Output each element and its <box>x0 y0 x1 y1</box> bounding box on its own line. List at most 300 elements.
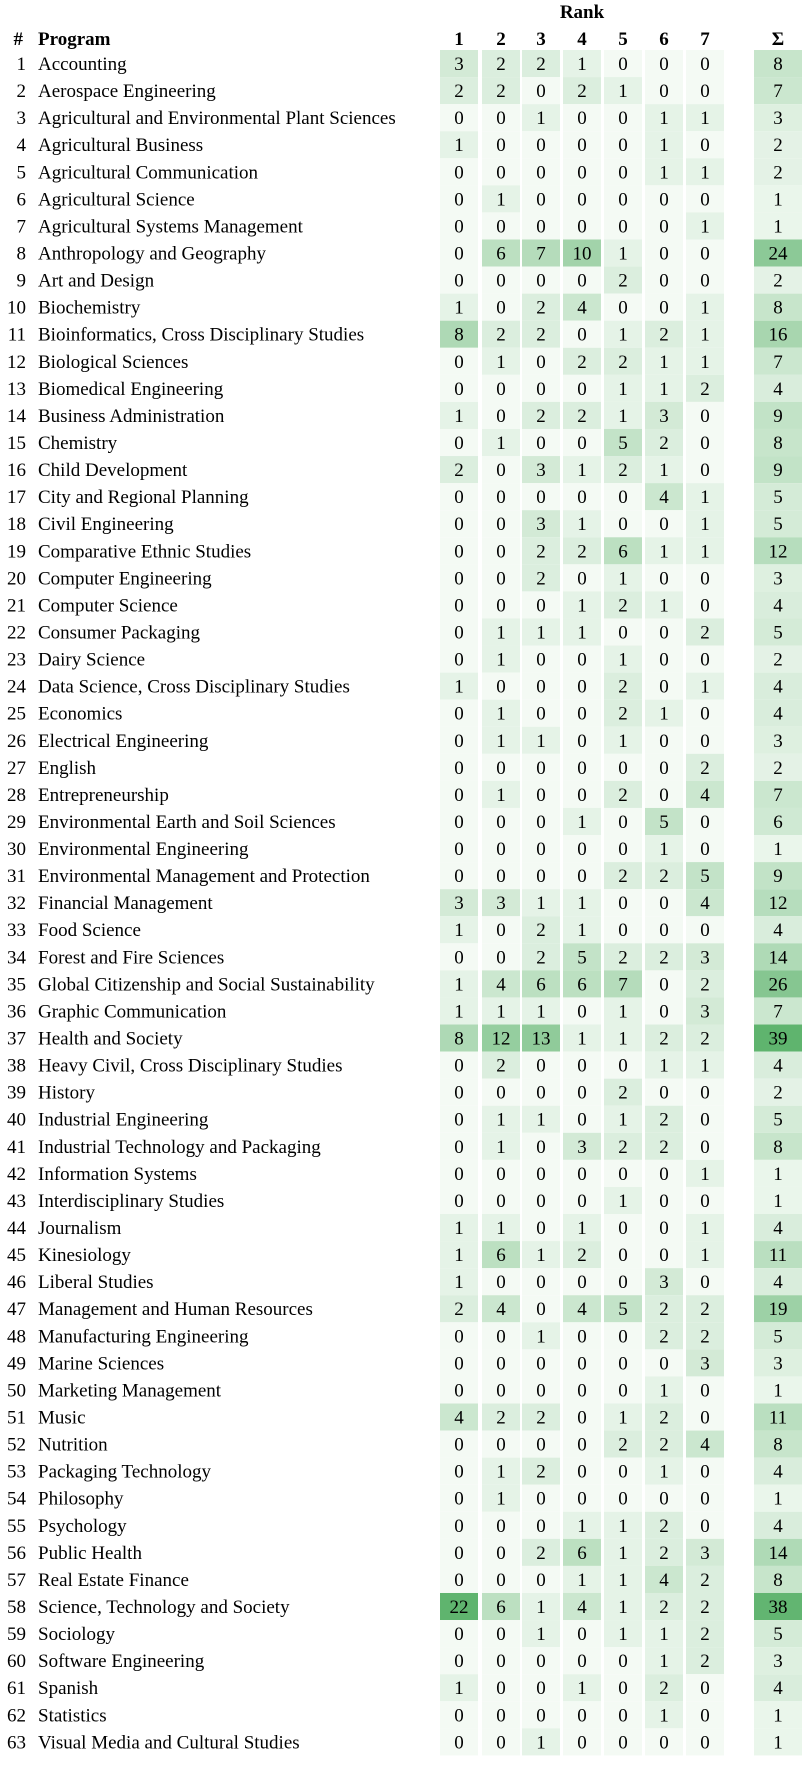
table-header <box>14 2 785 50</box>
rank-cell-value: 0 <box>536 270 546 292</box>
program-name: Software Engineering <box>38 1651 205 1673</box>
row-index: 41 <box>7 1136 26 1158</box>
rank-cell-value: 1 <box>700 1218 710 1240</box>
rank-cell-value: 0 <box>577 1109 587 1131</box>
sum-cell-value: 3 <box>773 730 783 752</box>
rank-cell-value: 1 <box>577 1678 587 1700</box>
rank-cell-value: 8 <box>454 324 464 346</box>
rank-cell-value: 4 <box>577 1299 587 1321</box>
table-row <box>7 1106 802 1133</box>
rank-cell-value: 5 <box>618 432 628 454</box>
sum-cell-value: 11 <box>768 1245 788 1267</box>
row-index: 56 <box>7 1542 26 1564</box>
program-name: Packaging Technology <box>38 1461 211 1483</box>
rank-cell-value: 3 <box>496 893 506 915</box>
rank-cell-value: 2 <box>659 1515 669 1537</box>
table-row <box>7 727 802 754</box>
rank-cell-value: 0 <box>577 839 587 861</box>
rank-cell-value: 0 <box>496 1082 506 1104</box>
rank-cell-value: 0 <box>618 1163 628 1185</box>
sum-cell-value: 3 <box>773 568 783 590</box>
row-index: 37 <box>7 1028 26 1050</box>
rank-cell-value: 0 <box>700 1488 710 1510</box>
rank-cell-value: 0 <box>496 216 506 238</box>
rank-cell-value: 0 <box>536 189 546 211</box>
rank-cell-value: 1 <box>577 54 587 75</box>
row-index: 31 <box>7 866 26 888</box>
rank-cell-value: 0 <box>536 1380 546 1402</box>
program-name: Marketing Management <box>38 1380 222 1402</box>
rank-cell-value: 0 <box>659 1732 669 1754</box>
rank-cell-value: 0 <box>496 1163 506 1185</box>
rank-cell-value: 0 <box>454 1109 464 1131</box>
rank-cell-value: 1 <box>659 135 669 157</box>
rank-cell-value: 0 <box>496 1569 506 1591</box>
rank-cell-value: 0 <box>577 676 587 698</box>
rank-cell-value: 0 <box>496 405 506 427</box>
rank-cell-value: 0 <box>700 1678 710 1700</box>
rank-cell-value: 2 <box>618 351 628 373</box>
row-index: 15 <box>7 432 26 454</box>
rank-cell-value: 0 <box>700 568 710 590</box>
rank-cell-value: 0 <box>536 866 546 888</box>
rank-cell-value: 0 <box>700 1136 710 1158</box>
program-name: Statistics <box>38 1705 107 1727</box>
rank-cell-value: 1 <box>454 405 464 427</box>
row-index: 43 <box>7 1190 26 1212</box>
table-row <box>7 375 802 402</box>
rank-cell-value: 1 <box>577 1218 587 1240</box>
rank-cell-value: 0 <box>454 1569 464 1591</box>
rank-cell-value: 2 <box>577 81 587 103</box>
row-index: 52 <box>7 1434 26 1456</box>
rank-cell-value: 0 <box>536 351 546 373</box>
rank-cell-value: 0 <box>496 1542 506 1564</box>
rank-cell-value: 0 <box>659 243 669 265</box>
rank-cell-value: 3 <box>454 893 464 915</box>
rank-cell-value: 0 <box>454 487 464 509</box>
table-row <box>7 970 802 997</box>
program-name: Visual Media and Cultural Studies <box>38 1732 300 1754</box>
rank-cell-value: 1 <box>496 432 506 454</box>
rank-cell-value: 0 <box>577 1001 587 1023</box>
table-row <box>17 185 803 212</box>
rank-cell-value: 0 <box>577 1488 587 1510</box>
rank-cell-value: 0 <box>536 703 546 725</box>
rank-cell-value: 1 <box>577 811 587 833</box>
rank-cell-value: 0 <box>700 405 710 427</box>
row-index: 2 <box>16 81 26 103</box>
sum-cell-value: 7 <box>773 351 783 373</box>
sum-cell-value: 38 <box>768 1596 788 1618</box>
sum-cell-value: 12 <box>768 893 788 915</box>
rank-cell-value: 0 <box>659 1353 669 1375</box>
rank-cell-value: 0 <box>618 839 628 861</box>
program-column-header: Program <box>38 29 111 50</box>
table-row <box>7 781 802 808</box>
rank-cell-value: 0 <box>577 108 587 130</box>
program-name: Computer Engineering <box>38 568 212 590</box>
rank-cell-value: 2 <box>536 324 546 346</box>
program-name: Environmental Management and Protection <box>38 866 370 888</box>
rank-cell-value: 0 <box>496 1651 506 1673</box>
rank-cell-value: 1 <box>536 1245 546 1267</box>
rank-cell-value: 3 <box>577 1136 587 1158</box>
rank-cell-value: 0 <box>577 730 587 752</box>
program-name: Environmental Earth and Soil Sciences <box>38 811 336 833</box>
sum-cell-value: 39 <box>768 1028 788 1050</box>
rank-cell-value: 0 <box>454 1055 464 1077</box>
rank-cell-value: 1 <box>577 1569 587 1591</box>
sum-cell-value: 8 <box>773 1136 783 1158</box>
row-index: 46 <box>7 1272 26 1294</box>
sum-cell-value: 3 <box>773 1353 783 1375</box>
rank-cell-value: 0 <box>536 487 546 509</box>
rank-cell-value: 2 <box>700 1596 710 1618</box>
rank-cell-value: 4 <box>700 784 710 806</box>
rank-cell-value: 0 <box>577 568 587 590</box>
rank-cell-value: 0 <box>454 811 464 833</box>
rank-cell-value: 1 <box>496 1461 506 1483</box>
rank-cell-value: 0 <box>577 324 587 346</box>
row-index: 25 <box>7 703 26 725</box>
program-name: Heavy Civil, Cross Disciplinary Studies <box>38 1055 343 1077</box>
rank-cell-value: 3 <box>700 947 710 969</box>
sum-cell-value: 1 <box>773 1163 783 1185</box>
sum-cell-value: 11 <box>768 1407 788 1429</box>
rank-cell-value: 1 <box>577 920 587 942</box>
row-index: 5 <box>16 162 26 184</box>
rank-cell-value: 0 <box>618 1380 628 1402</box>
rank-cell-value: 0 <box>496 541 506 563</box>
sum-cell-value: 2 <box>773 757 783 779</box>
rank-cell-value: 0 <box>618 1272 628 1294</box>
sum-cell-value: 1 <box>773 839 783 861</box>
rank-cell-value: 0 <box>700 1380 710 1402</box>
rank-cell-value: 6 <box>496 1245 506 1267</box>
rank-cell-value: 0 <box>496 1515 506 1537</box>
program-name: City and Regional Planning <box>38 487 249 509</box>
program-name: Business Administration <box>38 405 225 427</box>
table-row <box>7 646 802 673</box>
row-index: 55 <box>7 1515 26 1537</box>
table-row <box>7 1620 802 1647</box>
program-name: English <box>38 757 97 779</box>
rank-cell-value: 2 <box>454 460 464 482</box>
rank-cell-value: 0 <box>618 514 628 536</box>
rank-cell-value: 0 <box>454 1705 464 1727</box>
rank-cell-value: 1 <box>577 893 587 915</box>
rank-cell-value: 0 <box>454 1434 464 1456</box>
program-name: Kinesiology <box>38 1245 131 1267</box>
rank-cell-value: 3 <box>659 405 669 427</box>
table-row <box>7 889 802 916</box>
table-row <box>7 402 802 429</box>
sum-cell-value: 8 <box>773 1569 783 1591</box>
rank-cell-value: 0 <box>577 216 587 238</box>
rank-cell-value: 0 <box>454 730 464 752</box>
sum-cell-value: 1 <box>773 1190 783 1212</box>
sum-cell-value: 8 <box>773 1434 783 1456</box>
table-row <box>7 1701 802 1728</box>
rank-cell-value: 0 <box>659 676 669 698</box>
rank-cell-value: 13 <box>531 1028 551 1050</box>
rank-cell-value: 0 <box>496 1272 506 1294</box>
rank-cell-value: 1 <box>618 1407 628 1429</box>
rank-cell-value: 0 <box>659 54 669 75</box>
rank-cell-value: 0 <box>496 811 506 833</box>
row-index: 53 <box>7 1461 26 1483</box>
sum-cell-value: 5 <box>773 1109 783 1131</box>
rank-cell-value: 2 <box>454 1299 464 1321</box>
rank-cell-value: 0 <box>577 1190 587 1212</box>
rank-cell-value: 0 <box>536 649 546 671</box>
rank-cell-value: 1 <box>536 622 546 644</box>
rank-cell-value: 2 <box>536 541 546 563</box>
rank-column-header-6: 6 <box>659 29 669 50</box>
row-index: 36 <box>7 1001 26 1023</box>
row-index: 24 <box>7 676 26 698</box>
rank-cell-value: 1 <box>536 1624 546 1646</box>
program-name: Electrical Engineering <box>38 730 209 752</box>
rank-cell-value: 0 <box>454 866 464 888</box>
rank-cell-value: 1 <box>700 676 710 698</box>
rank-cell-value: 3 <box>700 1353 710 1375</box>
rank-cell-value: 1 <box>618 649 628 671</box>
sum-cell-value: 8 <box>773 432 783 454</box>
rank-cell-value: 1 <box>496 1488 506 1510</box>
rank-cell-value: 3 <box>659 1272 669 1294</box>
rank-cell-value: 0 <box>700 839 710 861</box>
table-row <box>7 483 802 510</box>
rank-cell-value: 2 <box>659 1136 669 1158</box>
rank-cell-value: 0 <box>577 1624 587 1646</box>
rank-cell-value: 5 <box>618 1299 628 1321</box>
row-index: 60 <box>7 1651 26 1673</box>
rank-cell-value: 0 <box>618 135 628 157</box>
rank-cell-value: 2 <box>700 1326 710 1348</box>
sum-cell-value: 1 <box>773 1705 783 1727</box>
rank-cell-value: 2 <box>659 1326 669 1348</box>
sum-cell-value: 4 <box>773 595 783 617</box>
table-row <box>7 1268 802 1295</box>
rank-cell-value: 1 <box>700 487 710 509</box>
rank-cell-value: 1 <box>577 622 587 644</box>
rank-cell-value: 2 <box>536 405 546 427</box>
table-row <box>17 50 803 77</box>
rank-cell-value: 0 <box>618 1732 628 1754</box>
rank-cell-value: 2 <box>496 81 506 103</box>
rank-cell-value: 2 <box>659 947 669 969</box>
sum-cell-value: 24 <box>768 243 788 265</box>
sum-cell-value: 4 <box>773 1272 783 1294</box>
rank-cell-value: 0 <box>454 1136 464 1158</box>
rank-cell-value: 1 <box>700 514 710 536</box>
rank-cell-value: 0 <box>496 1624 506 1646</box>
rank-cell-value: 1 <box>618 1190 628 1212</box>
rank-cell-value: 1 <box>659 1055 669 1077</box>
rank-cell-value: 1 <box>577 460 587 482</box>
rank-cell-value: 0 <box>454 189 464 211</box>
rank-cell-value: 0 <box>536 378 546 400</box>
rank-cell-value: 1 <box>700 1245 710 1267</box>
row-index: 44 <box>7 1218 26 1240</box>
sum-cell-value: 7 <box>773 784 783 806</box>
rank-cell-value: 1 <box>536 730 546 752</box>
row-index: 18 <box>7 514 26 536</box>
rank-cell-value: 0 <box>454 216 464 238</box>
rank-cell-value: 0 <box>577 135 587 157</box>
program-name: Public Health <box>38 1542 142 1564</box>
sum-cell-value: 4 <box>773 1218 783 1240</box>
rank-cell-value: 0 <box>700 54 710 75</box>
rank-cell-value: 0 <box>577 487 587 509</box>
rank-cell-value: 2 <box>577 1245 587 1267</box>
rank-cell-value: 2 <box>700 1624 710 1646</box>
row-index: 16 <box>7 460 26 482</box>
rank-cell-value: 8 <box>454 1028 464 1050</box>
rank-cell-value: 1 <box>700 108 710 130</box>
rank-cell-value: 2 <box>536 947 546 969</box>
rank-cell-value: 0 <box>577 1380 587 1402</box>
rank-cell-value: 1 <box>659 1461 669 1483</box>
rank-cell-value: 1 <box>536 1326 546 1348</box>
rank-cell-value: 1 <box>496 1136 506 1158</box>
rank-cell-value: 7 <box>618 974 628 996</box>
program-name: Accounting <box>38 54 127 75</box>
sum-column-header: Σ <box>771 29 785 50</box>
rank-cell-value: 2 <box>536 1542 546 1564</box>
program-name: Agricultural Systems Management <box>38 216 303 238</box>
program-name: Financial Management <box>38 893 213 915</box>
table-row <box>7 835 802 862</box>
table-row <box>7 1295 802 1322</box>
rank-cell-value: 1 <box>700 1055 710 1077</box>
rank-cell-value: 2 <box>618 784 628 806</box>
rank-cell-value: 0 <box>536 135 546 157</box>
rank-cell-value: 2 <box>536 568 546 590</box>
rank-cell-value: 1 <box>659 541 669 563</box>
rank-cell-value: 2 <box>618 1434 628 1456</box>
rank-cell-value: 0 <box>536 1705 546 1727</box>
rank-cell-value: 1 <box>659 839 669 861</box>
rank-cell-value: 0 <box>536 1055 546 1077</box>
rank-cell-value: 1 <box>496 1109 506 1131</box>
rank-cell-value: 0 <box>454 1353 464 1375</box>
rank-cell-value: 1 <box>618 243 628 265</box>
rank-cell-value: 0 <box>659 893 669 915</box>
sum-cell-value: 8 <box>773 54 783 75</box>
rank-cell-value: 0 <box>454 1488 464 1510</box>
rank-cell-value: 0 <box>659 216 669 238</box>
program-name: Bioinformatics, Cross Disciplinary Studies <box>38 324 365 346</box>
rank-cell-value: 0 <box>700 1515 710 1537</box>
rank-cell-value: 0 <box>536 81 546 103</box>
row-index: 11 <box>7 324 26 346</box>
rank-cell-value: 2 <box>700 1569 710 1591</box>
program-name: Nutrition <box>38 1434 108 1456</box>
rank-cell-value: 1 <box>577 1515 587 1537</box>
rank-cell-value: 3 <box>454 54 464 75</box>
rank-group-label: Rank <box>559 2 605 23</box>
program-name: History <box>38 1082 95 1104</box>
rank-cell-value: 1 <box>659 1624 669 1646</box>
row-index: 54 <box>7 1488 26 1510</box>
rank-cell-value: 0 <box>618 1245 628 1267</box>
program-name: Computer Science <box>38 595 178 617</box>
table-row <box>7 1404 802 1431</box>
rank-cell-value: 0 <box>536 432 546 454</box>
program-name: Biochemistry <box>38 297 141 319</box>
table-row <box>7 1485 802 1512</box>
rank-cell-value: 2 <box>536 297 546 319</box>
program-name: Psychology <box>38 1515 127 1537</box>
rank-cell-value: 1 <box>618 1028 628 1050</box>
rank-cell-value: 0 <box>454 1515 464 1537</box>
rank-cell-value: 2 <box>659 1028 669 1050</box>
row-index: 20 <box>7 568 26 590</box>
table-row <box>7 1187 802 1214</box>
sum-cell-value: 4 <box>773 920 783 942</box>
row-index: 3 <box>16 108 26 130</box>
rank-cell-value: 0 <box>577 1082 587 1104</box>
row-index: 14 <box>7 405 26 427</box>
sum-cell-value: 4 <box>773 378 783 400</box>
rank-cell-value: 2 <box>659 1109 669 1131</box>
rank-cell-value: 0 <box>577 1407 587 1429</box>
rank-cell-value: 0 <box>536 1515 546 1537</box>
sum-cell-value: 1 <box>773 1380 783 1402</box>
row-index: 42 <box>7 1163 26 1185</box>
rank-cell-value: 2 <box>659 1678 669 1700</box>
rank-cell-value: 0 <box>618 487 628 509</box>
rank-cell-value: 0 <box>536 1163 546 1185</box>
program-name: Graphic Communication <box>38 1001 227 1023</box>
program-name: Biological Sciences <box>38 351 189 373</box>
rank-cell-value: 0 <box>454 243 464 265</box>
program-name: Global Citizenship and Social Sustainability <box>38 974 375 996</box>
rank-cell-value: 4 <box>454 1407 464 1429</box>
rank-cell-value: 6 <box>496 243 506 265</box>
rank-cell-value: 1 <box>618 1542 628 1564</box>
rank-cell-value: 1 <box>454 1272 464 1294</box>
rank-cell-value: 12 <box>491 1028 511 1050</box>
rank-cell-value: 0 <box>536 811 546 833</box>
rank-cell-value: 0 <box>454 757 464 779</box>
program-name: Marine Sciences <box>38 1353 165 1375</box>
rank-cell-value: 1 <box>700 324 710 346</box>
rank-cell-value: 0 <box>659 730 669 752</box>
rank-cell-value: 0 <box>700 460 710 482</box>
rank-cell-value: 0 <box>659 1163 669 1185</box>
rank-cell-value: 0 <box>577 1434 587 1456</box>
table-row <box>17 158 803 185</box>
rank-cell-value: 0 <box>454 622 464 644</box>
rank-cell-value: 2 <box>536 1461 546 1483</box>
row-index: 13 <box>7 378 26 400</box>
rank-cell-value: 2 <box>577 541 587 563</box>
program-name: Art and Design <box>38 270 155 292</box>
rank-cell-value: 1 <box>536 1732 546 1754</box>
rank-cell-value: 0 <box>454 270 464 292</box>
rank-cell-value: 0 <box>577 1705 587 1727</box>
rank-cell-value: 6 <box>496 1596 506 1618</box>
row-index: 26 <box>7 730 26 752</box>
program-name: Manufacturing Engineering <box>38 1326 249 1348</box>
program-name: Music <box>38 1407 86 1429</box>
program-name: Real Estate Finance <box>38 1569 189 1591</box>
rank-cell-value: 0 <box>700 1272 710 1294</box>
